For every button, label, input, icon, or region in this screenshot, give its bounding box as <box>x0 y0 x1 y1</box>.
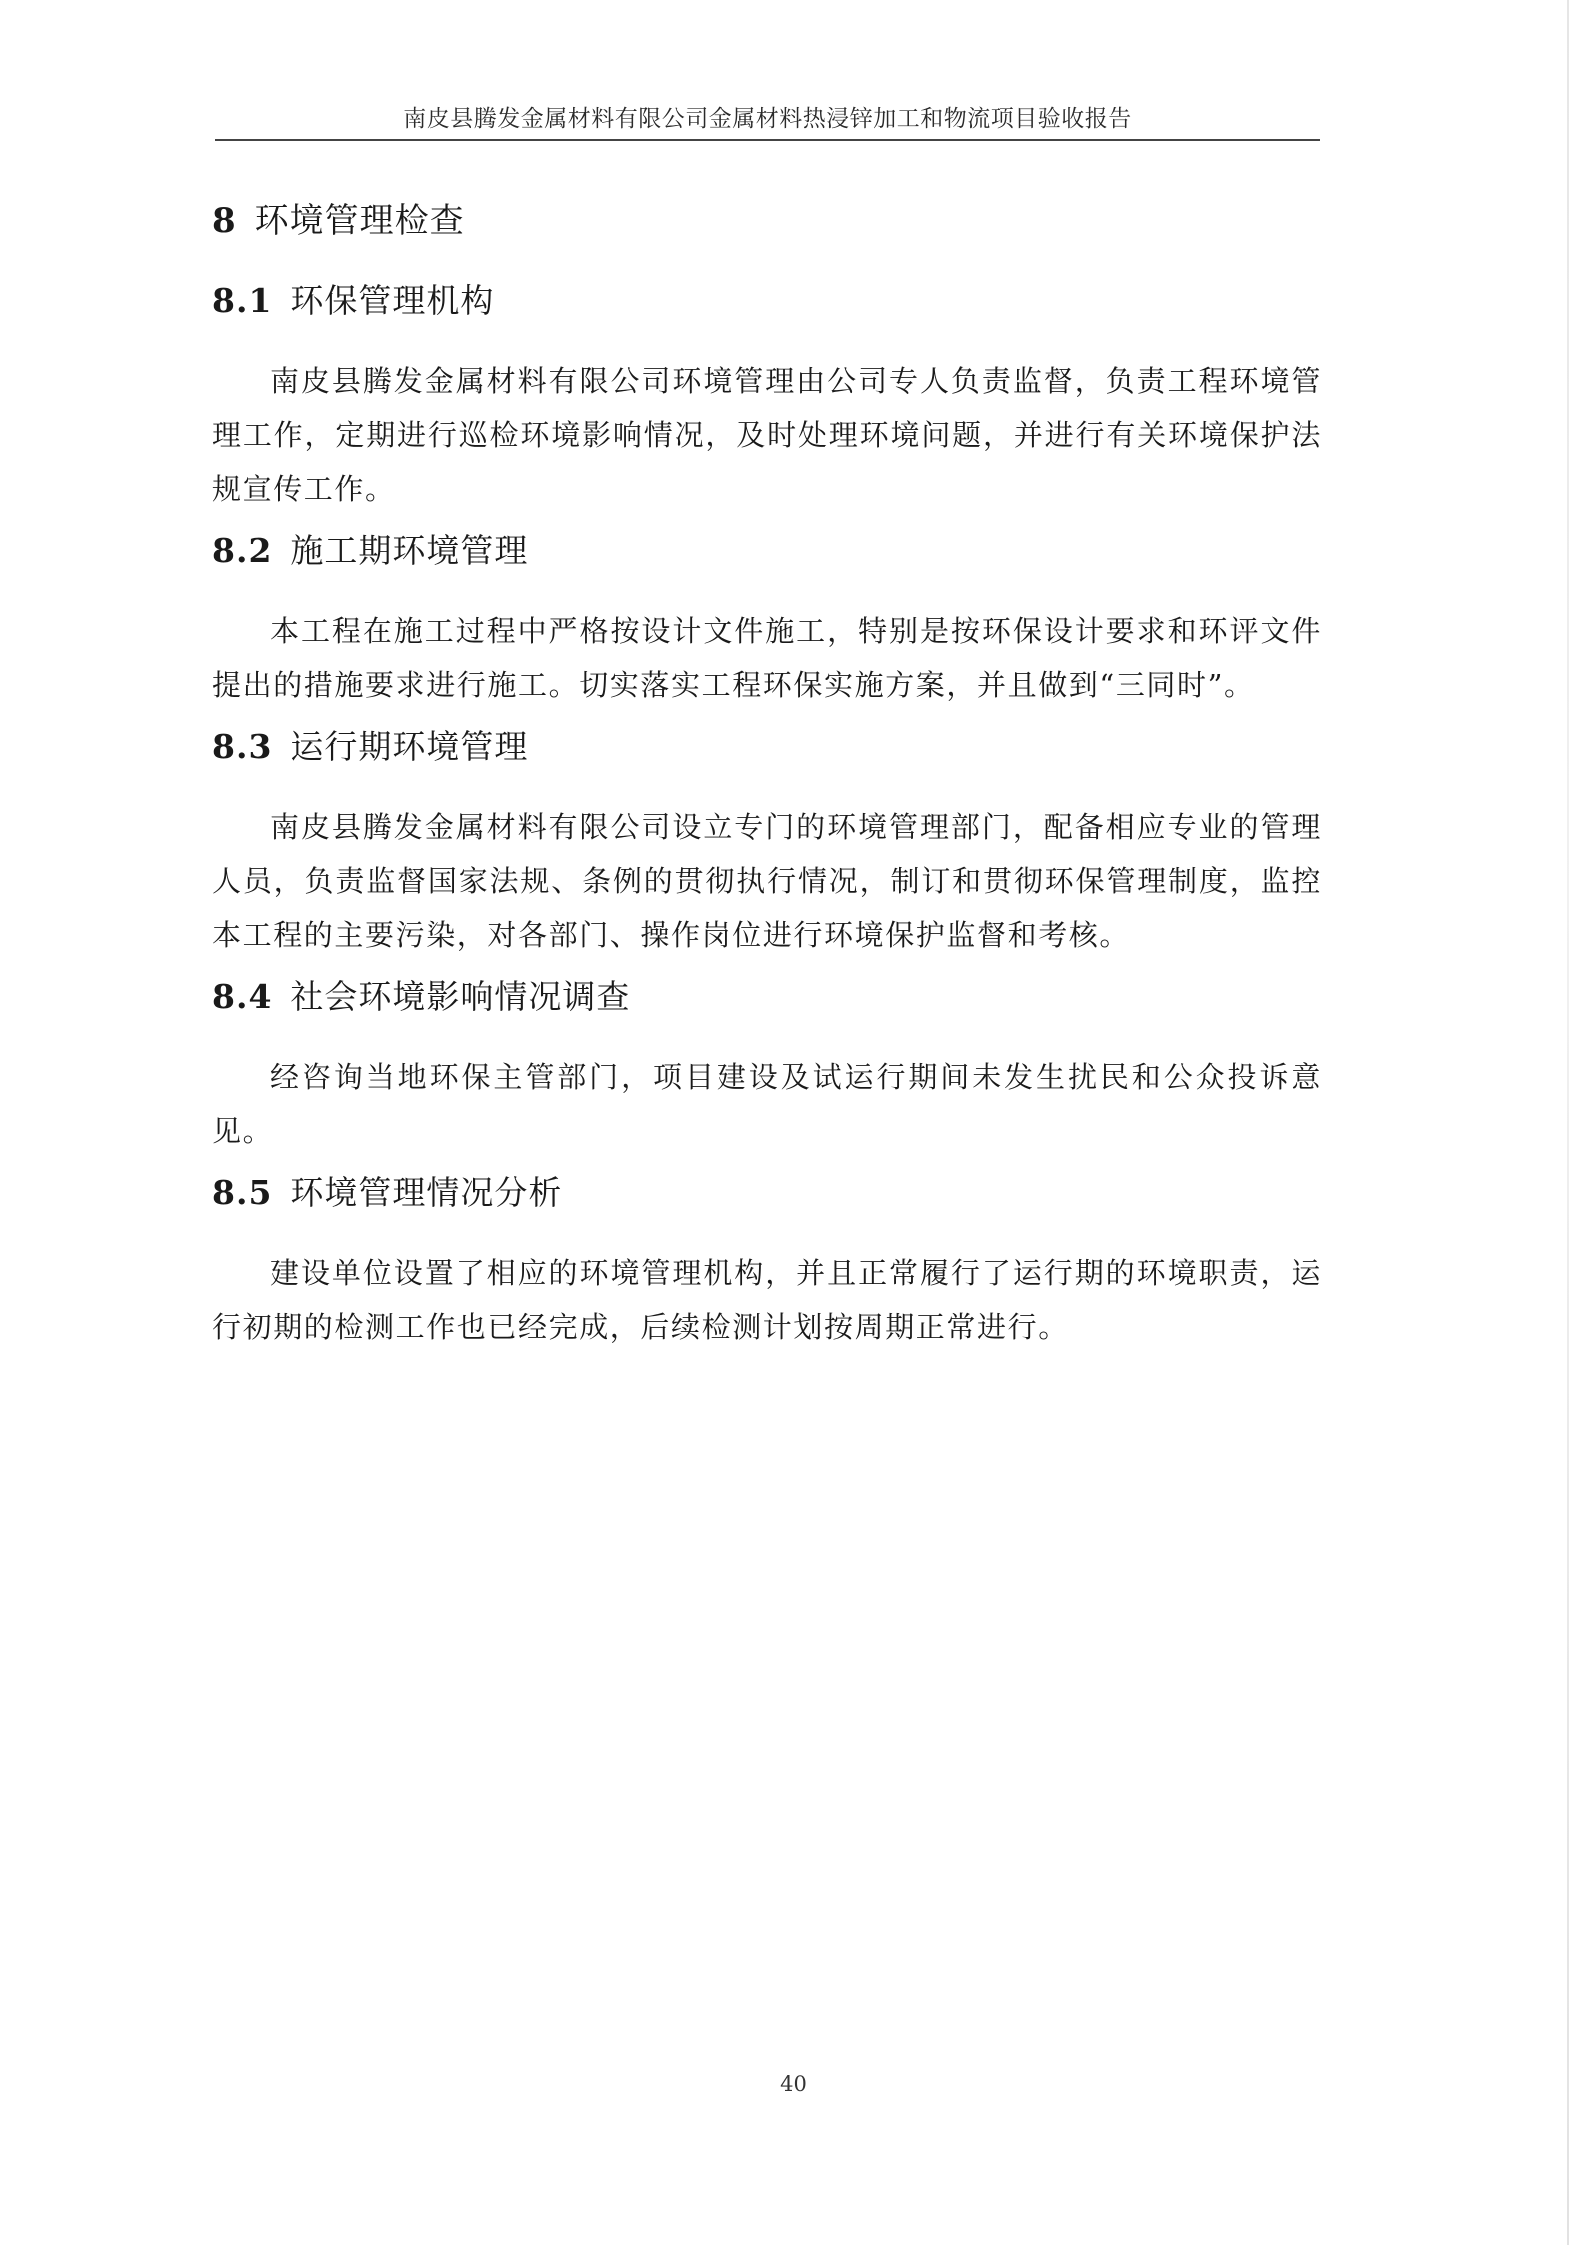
section-heading <box>212 270 1322 332</box>
section-paragraph: 南皮县腾发金属材料有限公司环境管理由公司专人负责监督，负责工程环境管理工作，定期进行巡检环境影响情况，及时处理环境问题，并进行有关环境保护法规宣传工作。 <box>212 364 1322 506</box>
section-title: 环境管理情况分析 <box>290 1173 563 1212</box>
chapter-number: 8 <box>212 201 237 241</box>
section-title: 环保管理机构 <box>290 281 495 320</box>
section-8-1 <box>212 270 1322 516</box>
header-rule <box>215 139 1320 141</box>
section-title: 施工期环境管理 <box>290 531 529 570</box>
section-8-2 <box>212 520 1322 712</box>
section-number: 8.2 <box>212 531 273 570</box>
chapter-title: 环境管理检查 <box>254 201 465 241</box>
section-number: 8.1 <box>212 281 273 320</box>
section-8-4 <box>212 966 1322 1158</box>
section-title: 运行期环境管理 <box>290 727 529 766</box>
section-heading <box>212 520 1322 582</box>
section-8-3 <box>212 716 1322 962</box>
scan-edge-line <box>1567 0 1569 2245</box>
section-title: 社会环境影响情况调查 <box>290 977 631 1016</box>
running-header: 南皮县腾发金属材料有限公司金属材料热浸锌加工和物流项目验收报告 <box>403 106 1132 132</box>
page-number: 40 <box>780 2072 807 2096</box>
section-heading <box>212 1162 1322 1224</box>
chapter-heading <box>212 190 1322 252</box>
section-number: 8.5 <box>212 1173 273 1212</box>
section-number: 8.4 <box>212 977 273 1016</box>
section-heading <box>212 716 1322 778</box>
section-heading <box>212 966 1322 1028</box>
section-number: 8.3 <box>212 727 273 766</box>
section-paragraph: 本工程在施工过程中严格按设计文件施工，特别是按环保设计要求和环评文件提出的措施要求进行施工。切实落实工程环保实施方案，并且做到“三同时”。 <box>212 614 1322 702</box>
section-paragraph: 南皮县腾发金属材料有限公司设立专门的环境管理部门，配备相应专业的管理人员，负责监督国家法规、条例的贯彻执行情况，制订和贯彻环保管理制度，监控本工程的主要污染，对各部门、操作岗位进行环境保护监督和考核。 <box>212 810 1322 952</box>
section-paragraph: 经咨询当地环保主管部门，项目建设及试运行期间未发生扰民和公众投诉意见。 <box>212 1060 1322 1148</box>
page-content <box>212 190 1322 1358</box>
section-paragraph: 建设单位设置了相应的环境管理机构，并且正常履行了运行期的环境职责，运行初期的检测工作也已经完成，后续检测计划按周期正常进行。 <box>212 1256 1322 1344</box>
section-8-5 <box>212 1162 1322 1354</box>
